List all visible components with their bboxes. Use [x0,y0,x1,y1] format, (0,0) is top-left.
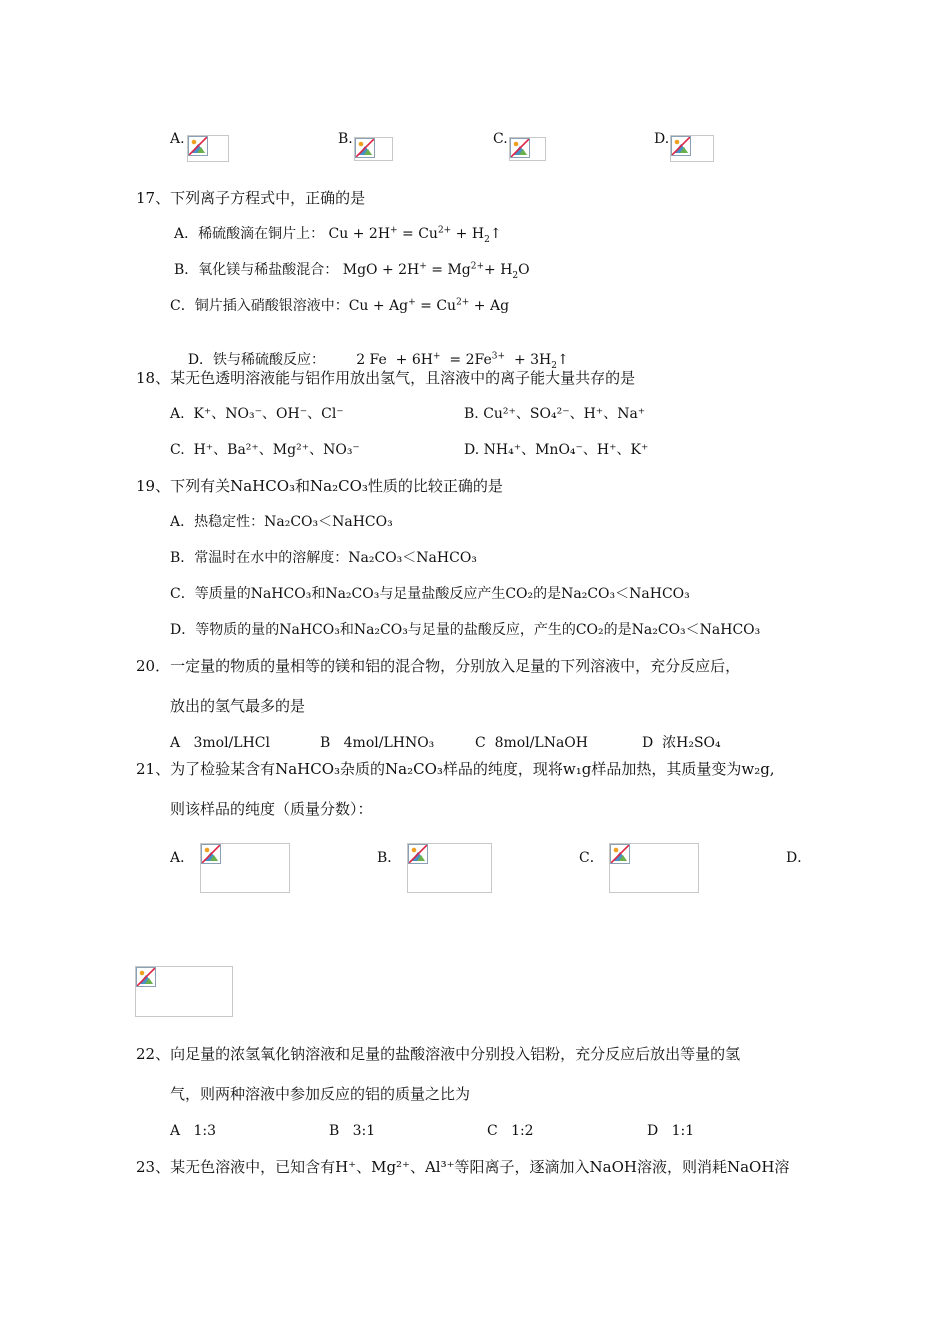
sup-seg: + [390,225,398,236]
question-21-option-b-image [407,843,492,893]
question-18-option-a: A. K⁺、NO₃⁻、OH⁻、Cl⁻ [170,406,344,422]
top-option-a-image [187,135,229,162]
broken-image-icon [355,138,375,158]
question-22-option-b: B 3:1 [329,1123,376,1139]
sup-seg: + [432,351,441,362]
sub-seg: 2 [484,234,490,245]
top-option-c-image [509,137,546,161]
broken-image-icon [610,844,630,864]
question-23-stem-line1: 23、某无色溶液中，已知含有H⁺、Mg²⁺、Al³⁺等阳离子，逐滴加入NaOH溶液，则消耗NaOH溶 [136,1158,790,1176]
question-17-option-a [174,225,502,243]
question-19-option-a: A．热稳定性：Na₂CO₃＜NaHCO₃ [170,514,393,530]
broken-image-icon [408,844,428,864]
question-22-stem-line1: 22、向足量的浓氢氧化钠溶液和足量的盐酸溶液中分别投入铝粉，充分反应后放出等量的氢 [136,1045,741,1063]
sup-seg: 2+ [456,297,470,308]
question-18-option-d: D. NH₄⁺、MnO₄⁻、H⁺、K⁺ [464,442,649,458]
question-19-option-d: D．等物质的量的NaHCO₃和Na₂CO₃与足量的盐酸反应，产生的CO₂的是Na₂CO₃＜NaHCO₃ [170,622,761,638]
sub-seg: 2 [512,270,519,281]
question-19-option-c: C．等质量的NaHCO₃和Na₂CO₃与足量盐酸反应产生CO₂的是Na₂CO₃＜NaHCO₃ [170,586,690,602]
question-22-option-d: D 1:1 [647,1123,695,1139]
question-20-option-b: B 4mol/LHNO₃ [320,735,435,751]
text-seg: = Cu [415,298,457,314]
sup-seg: + [408,297,416,308]
text-seg: C．铜片插入硝酸银溶液中：Cu + Ag [170,298,409,314]
text-seg: O [518,262,530,278]
question-20-option-a: A 3mol/LHCl [170,735,270,751]
sup-seg: 3+ [491,351,506,362]
question-19-option-b: B．常温时在水中的溶解度：Na₂CO₃＜NaHCO₃ [170,550,477,566]
question-21-option-a-label: A． [170,850,195,866]
question-17-stem: 17、下列离子方程式中，正确的是 [136,189,366,207]
sup-seg: 2+ [437,225,452,236]
text-seg: = Cu [397,226,438,242]
broken-image-icon [136,967,156,987]
top-option-c-label: C. [493,131,508,147]
question-20-stem-line2: 放出的氢气最多的是 [170,697,306,715]
question-21-stem-line1: 21、为了检验某含有NaHCO₃杂质的Na₂CO₃样品的纯度，现将w₁g样品加热，其质量变为w₂g, [136,760,775,778]
question-20-option-d: D 浓H₂SO₄ [642,735,721,751]
top-option-a-label: A. [170,131,185,147]
question-21-option-d-image [135,966,233,1017]
broken-image-icon [510,138,530,158]
broken-image-icon [201,844,221,864]
question-22-option-c: C 1:2 [487,1123,534,1139]
text-seg: ↑ [556,352,569,368]
top-option-b-image [354,137,393,161]
question-20-stem-line1: 20．一定量的物质的量相等的镁和铝的混合物，分别放入足量的下列溶液中，充分反应后， [136,657,741,675]
question-18-stem: 18、某无色透明溶液能与铝作用放出氢气，且溶液中的离子能大量共存的是 [136,369,636,387]
text-seg: + H [484,262,513,278]
question-18-option-c: C. H⁺、Ba²⁺、Mg²⁺、NO₃⁻ [170,442,360,458]
question-18-option-b: B. Cu²⁺、SO₄²⁻、H⁺、Na⁺ [464,406,646,422]
sup-seg: + [419,261,427,272]
text-seg: + H [451,226,485,242]
top-option-d-label: D. [654,131,670,147]
text-seg: A．稀硫酸滴在铜片上： Cu + 2H [174,226,391,242]
question-17-option-c [170,297,509,315]
question-20-option-c: C 8mol/LNaOH [475,735,588,751]
text-seg: + 3H [505,352,552,368]
question-21-option-c-image [609,843,699,893]
sup-seg: 2+ [470,261,485,272]
broken-image-icon [188,136,208,156]
question-21-option-c-label: C． [579,850,604,866]
question-22-option-a: A 1:3 [170,1123,216,1139]
sub-seg: 2 [551,360,557,371]
text-seg: ↑ [489,226,502,242]
text-seg: B．氧化镁与稀盐酸混合： MgO + 2H [174,262,420,278]
question-19-stem: 19、下列有关NaHCO₃和Na₂CO₃性质的比较正确的是 [136,477,503,495]
text-seg: = Mg [426,262,471,278]
question-17-option-b [174,261,530,279]
question-22-stem-line2: 气，则两种溶液中参加反应的铝的质量之比为 [170,1085,471,1103]
question-21-option-a-image [200,843,290,893]
text-seg: + Ag [469,298,510,314]
top-option-d-image [670,135,714,162]
question-21-option-b-label: B． [377,850,402,866]
text-seg: = 2Fe [440,352,492,368]
text-seg: D．铁与稀硫酸反应： 2 Fe + 6H [187,352,433,368]
question-21-stem-line2: 则该样品的纯度（质量分数）： [170,800,373,818]
top-option-b-label: B. [338,131,353,147]
question-21-option-d-label: D． [786,850,812,866]
broken-image-icon [671,136,691,156]
